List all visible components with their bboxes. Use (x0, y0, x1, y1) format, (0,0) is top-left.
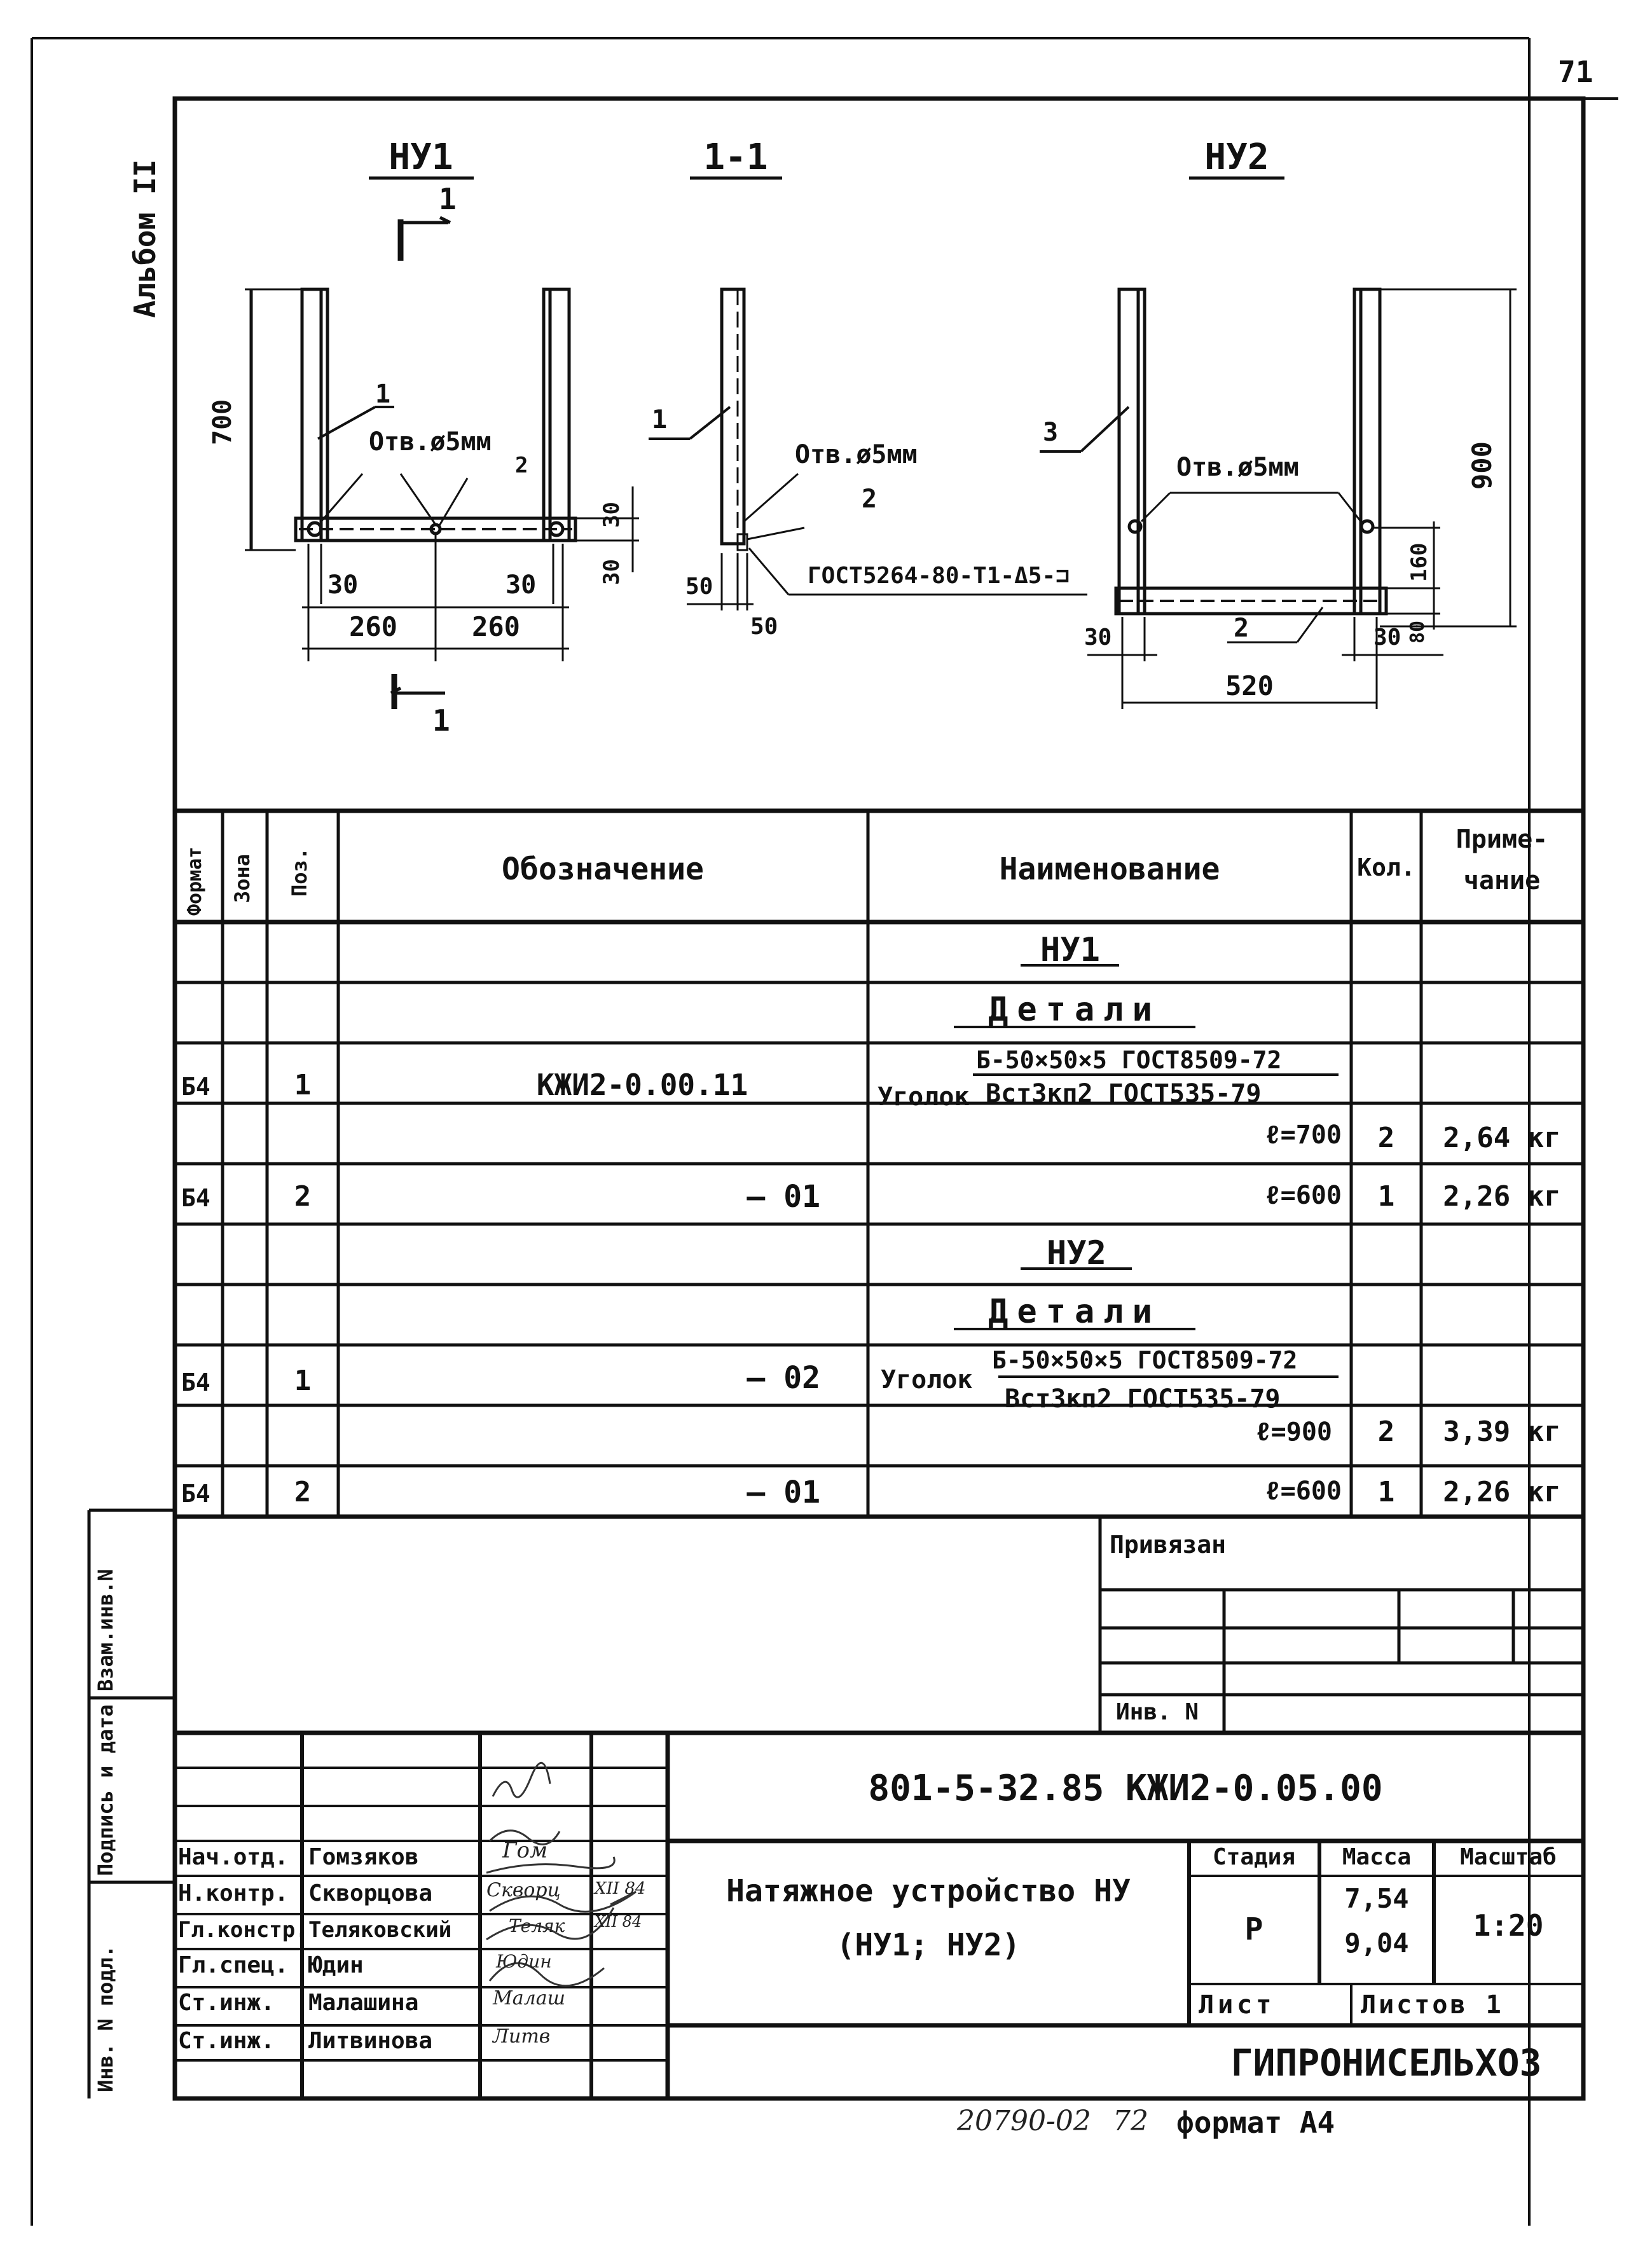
strip-replaced-inv: Взам.инв.N (93, 1569, 118, 1691)
mass-value-2: 9,04 (1344, 1927, 1409, 1959)
row4-pos: 2 (294, 1180, 312, 1213)
row6-name: Детали (988, 1293, 1161, 1331)
row7-designation: — 02 (747, 1360, 820, 1396)
stage-value: Р (1244, 1912, 1263, 1947)
dim-nu1-height: 700 (208, 399, 237, 445)
row7-pos: 1 (294, 1365, 312, 1397)
row9-name: ℓ=600 (1265, 1477, 1342, 1506)
section-pos-1: 1 (652, 405, 668, 434)
nu2-view-title: НУ2 (1204, 137, 1269, 178)
staff-name: Литвинова (308, 2028, 433, 2054)
dim-nu2-30-left: 30 (1084, 624, 1112, 651)
strip-signature-date: Подпись и дата (93, 1704, 118, 1876)
section-pos-2: 2 (862, 485, 878, 514)
row3-qty: 2 (1377, 1122, 1395, 1154)
row8-name: ℓ=900 (1255, 1417, 1332, 1447)
row8-note: 3,39 кг (1443, 1416, 1561, 1448)
row7-format: Б4 (181, 1368, 210, 1396)
dim-nu1-30-left: 30 (327, 570, 359, 600)
staff-signature: Скворц (486, 1879, 561, 1901)
weld-gost-label: ГОСТ5264-80-Т1-Δ5-⊐ (808, 563, 1070, 589)
hdr-name: Наименование (999, 851, 1220, 887)
dim-nu1-30-lower: 30 (599, 559, 624, 585)
staff-name: Юдин (308, 1952, 364, 1978)
section-hole-label: Отв.ø5мм (795, 440, 918, 469)
row7-name-bottom: Вст3кп2 ГОСТ535-79 (1005, 1384, 1281, 1414)
staff-signature: Юдин (496, 1951, 552, 1972)
footer-number: 72 (1113, 2105, 1148, 2137)
staff-role: Нач.отд. (178, 1844, 289, 1870)
dim-nu1-260-left: 260 (349, 611, 397, 642)
row2-pos: 1 (294, 1069, 312, 1101)
footer-format: формат А4 (1176, 2105, 1335, 2140)
dim-nu1-30-upper: 30 (599, 502, 624, 528)
staff-role: Ст.инж. (178, 1990, 275, 2016)
hdr-qty: Кол. (1357, 853, 1415, 881)
nu1-view-title: НУ1 (389, 137, 453, 178)
dim-nu1-260-right: 260 (472, 611, 520, 642)
staff-signature: Гом (502, 1838, 548, 1863)
hdr-designation: Обозначение (502, 851, 704, 887)
row1-name: Детали (988, 991, 1161, 1029)
footer-code: 20790-02 (957, 2105, 1091, 2137)
nu2-pos-3: 3 (1043, 418, 1059, 447)
staff-date: XII 84 (595, 1879, 646, 1898)
section-view-title: 1-1 (703, 137, 768, 178)
hdr-pos: Поз. (287, 847, 312, 897)
nu2-hole-label: Отв.ø5мм (1176, 453, 1299, 482)
mass-value-1: 7,54 (1344, 1883, 1409, 1914)
binding-inv-label: Инв. N (1116, 1699, 1199, 1725)
staff-role: Ст.инж. (178, 2028, 275, 2054)
row9-note: 2,26 кг (1443, 1476, 1561, 1508)
scale-value: 1:20 (1473, 1908, 1544, 1943)
row2-designation: КЖИ2-0.00.11 (536, 1068, 748, 1102)
dim-section-50-left: 50 (685, 574, 713, 600)
nu2-pos-2: 2 (1234, 614, 1249, 643)
row4-format: Б4 (181, 1184, 210, 1212)
dim-nu2-520: 520 (1225, 670, 1274, 701)
sheets-label: Листов 1 (1361, 1990, 1504, 2020)
staff-signature: Малаш (493, 1987, 566, 2009)
row4-qty: 1 (1377, 1180, 1395, 1213)
row0-name: НУ1 (1040, 931, 1100, 969)
hdr-zone: Зона (230, 853, 254, 903)
organization-name: ГИПРОНИСЕЛЬХОЗ (1230, 2041, 1542, 2084)
hdr-note-2: чание (1463, 866, 1541, 895)
album-label: Альбом II (128, 159, 162, 318)
row8-qty: 2 (1377, 1416, 1395, 1448)
staff-signature: Теляк (509, 1915, 565, 1936)
document-title-line2: (НУ1; НУ2) (836, 1927, 1021, 1963)
nu1-pos-1: 1 (375, 380, 391, 409)
section-marker-top: 1 (439, 182, 457, 216)
dim-nu2-80: 80 (1407, 620, 1429, 644)
section-marker-bottom: 1 (432, 703, 450, 738)
row9-designation: — 01 (747, 1475, 820, 1510)
dim-nu2-30-right: 30 (1373, 624, 1401, 651)
strip-original-inv: Инв. N подл. (93, 1945, 118, 2092)
nu1-hole-label: Отв.ø5мм (369, 427, 492, 457)
staff-name: Теляковский (308, 1917, 452, 1943)
staff-name: Малашина (308, 1990, 419, 2016)
scale-label: Масштаб (1460, 1844, 1557, 1870)
document-title-line1: Натяжное устройство НУ (726, 1873, 1131, 1909)
row9-pos: 2 (294, 1476, 312, 1508)
spec-table-grid (175, 811, 1583, 1517)
dim-nu1-30-right: 30 (506, 570, 537, 600)
nu1-pos-2: 2 (515, 453, 528, 478)
row2-name-top: Б-50×50×5 ГОСТ8509-72 (976, 1046, 1282, 1074)
document-code: 801-5-32.85 КЖИ2-0.05.00 (868, 1768, 1383, 1809)
row2-format: Б4 (181, 1073, 210, 1101)
row3-name: ℓ=700 (1265, 1120, 1342, 1150)
staff-name: Скворцова (308, 1880, 433, 1906)
sheet-label: Лист (1199, 1990, 1276, 2020)
staff-role: Гл.констр. (178, 1917, 308, 1943)
row2-name-prefix: Уголок (878, 1082, 970, 1112)
row2-name-bottom: Вст3кп2 ГОСТ535-79 (986, 1079, 1262, 1108)
sheet-number: 71 (1558, 55, 1593, 89)
row9-qty: 1 (1377, 1476, 1395, 1508)
staff-date: XII 84 (595, 1913, 642, 1931)
row9-format: Б4 (181, 1480, 210, 1508)
dim-section-50-bottom: 50 (750, 614, 778, 640)
binding-title: Привязан (1110, 1531, 1227, 1559)
dim-nu2-height: 900 (1466, 441, 1497, 490)
stage-label: Стадия (1212, 1844, 1296, 1870)
staff-role: Н.контр. (178, 1880, 289, 1906)
row4-note: 2,26 кг (1443, 1180, 1561, 1213)
mass-label: Масса (1342, 1844, 1412, 1870)
hdr-note-1: Приме- (1456, 825, 1548, 854)
row7-name-top: Б-50×50×5 ГОСТ8509-72 (992, 1346, 1298, 1374)
hdr-format: Формат (184, 846, 206, 916)
staff-name: Гомзяков (308, 1844, 419, 1870)
dim-nu2-160: 160 (1407, 542, 1432, 582)
staff-signature: Литв (493, 2025, 551, 2048)
row4-name: ℓ=600 (1265, 1181, 1342, 1210)
row5-name: НУ2 (1047, 1234, 1106, 1272)
row4-designation: — 01 (747, 1179, 820, 1215)
row3-note: 2,64 кг (1443, 1122, 1561, 1154)
staff-role: Гл.спец. (178, 1952, 289, 1978)
row7-name-prefix: Уголок (881, 1365, 973, 1395)
